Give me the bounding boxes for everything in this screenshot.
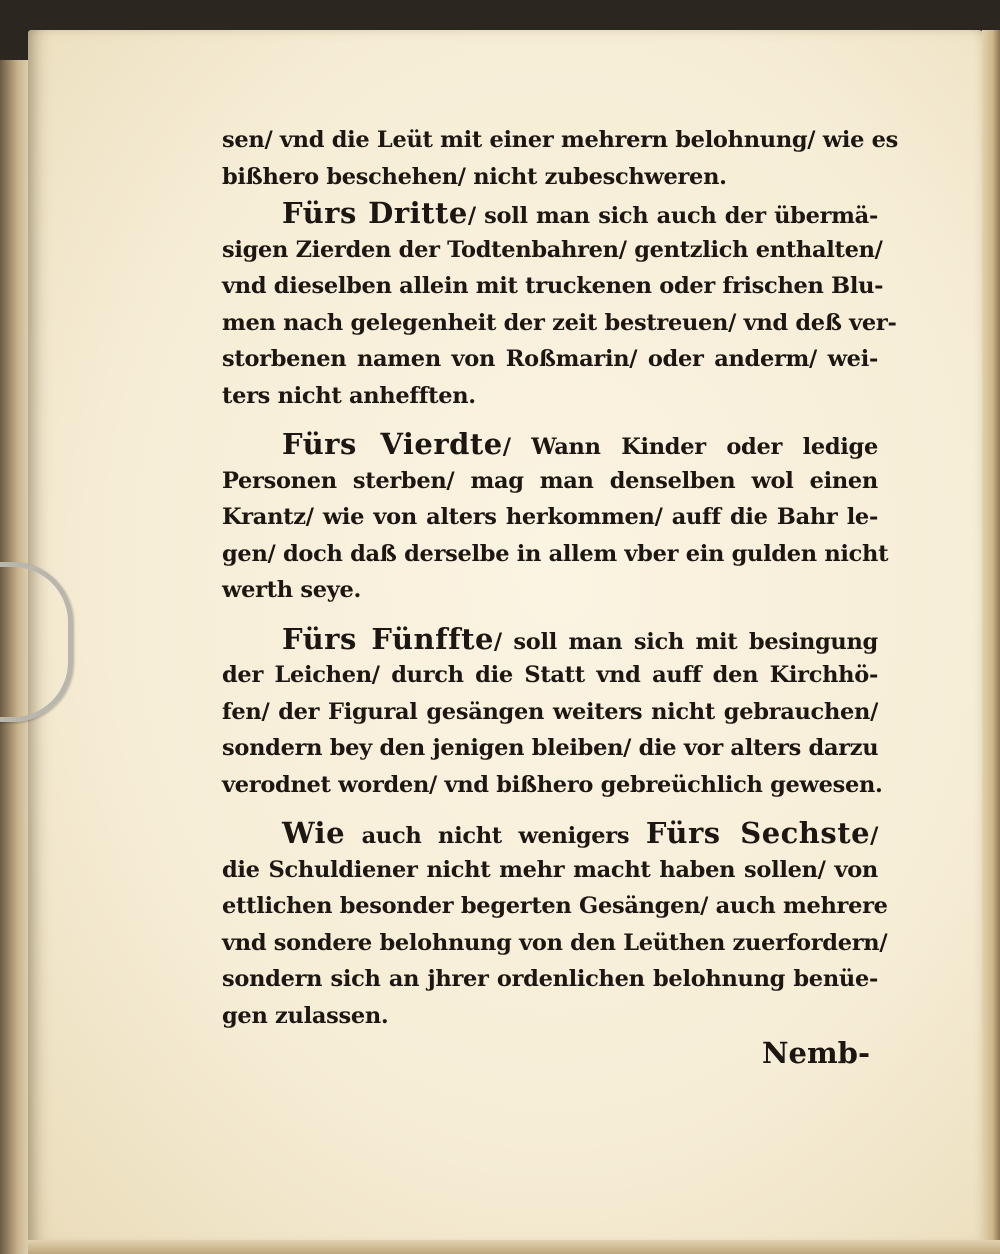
page-text <box>222 122 899 1034</box>
text-line: ettlichen besonder begerten Gesängen/ auch mehrere <box>222 893 888 919</box>
text-line: / soll man sich auch der übermä- <box>467 203 878 229</box>
text-line: sondern bey den jenigen bleiben/ die vor alters darzu <box>222 735 879 761</box>
text-line: bißhero beschehen/ nicht zubeschweren. <box>222 163 727 190</box>
paragraph-heading-line <box>222 621 878 658</box>
text-line: vnd sondere belohnung von den Leüthen zuerfordern/ <box>222 929 888 956</box>
text-line: sen/ vnd die Leüt mit einer mehrern belohnung/ wie es <box>222 127 899 153</box>
text-line: Krantz/ wie von alters herkommen/ auff die Bahr le- <box>222 504 878 530</box>
catchword: Nemb- <box>762 1036 870 1070</box>
text-line: fen/ der Figural gesängen weiters nicht gebrauchen/ <box>222 698 878 725</box>
text-line: auch nicht wenigers <box>345 823 646 849</box>
text-line: sigen Zierden der Todtenbahren/ gentzlich enthalten/ <box>222 236 883 263</box>
text-line: sondern sich an jhrer ordenlichen belohnung benüe- <box>222 966 878 992</box>
text-line: vnd dieselben allein mit truckenen oder frischen Blu- <box>222 273 884 299</box>
paragraph-heading-line <box>222 195 878 232</box>
section-heading: Fürs Dritte <box>282 196 468 230</box>
text-line: verodnet worden/ vnd bißhero gebreüchlich gewesen. <box>222 771 883 798</box>
book-bottom-edge <box>28 1240 1000 1254</box>
section-heading: Fürs Vierdte <box>282 427 503 461</box>
book-right-edge <box>982 30 1000 1254</box>
text-line: / <box>870 823 878 849</box>
text-line: ters nicht anhefften. <box>222 382 476 409</box>
text-line: men nach gelegenheit der zeit bestreuen/ vnd deß ver- <box>222 309 897 336</box>
text-line: / Wann Kinder oder ledige <box>502 434 879 460</box>
paragraph-heading-line <box>222 426 878 463</box>
section-heading: Fürs Sechste <box>645 816 871 850</box>
text-line: / soll man sich mit besingung <box>493 628 878 655</box>
text-line: storbenen namen von Roßmarin/ oder anderm/ wei- <box>222 346 878 372</box>
text-line: werth seye. <box>222 577 362 603</box>
text-line: die Schuldiener nicht mehr macht haben sollen/ von <box>222 856 878 883</box>
heading-prefix: Wie <box>282 816 346 850</box>
text-line: gen/ doch daß derselbe in allem vber ein gulden nicht <box>222 540 889 567</box>
text-line: der Leichen/ durch die Statt vnd auff den Kirchhö- <box>222 662 878 688</box>
text-line: gen zulassen. <box>222 1002 389 1029</box>
text-line: Personen sterben/ mag man denselben wol einen <box>222 467 878 494</box>
section-heading: Fürs Fünffte <box>282 621 494 656</box>
paragraph-heading-line <box>222 815 878 852</box>
